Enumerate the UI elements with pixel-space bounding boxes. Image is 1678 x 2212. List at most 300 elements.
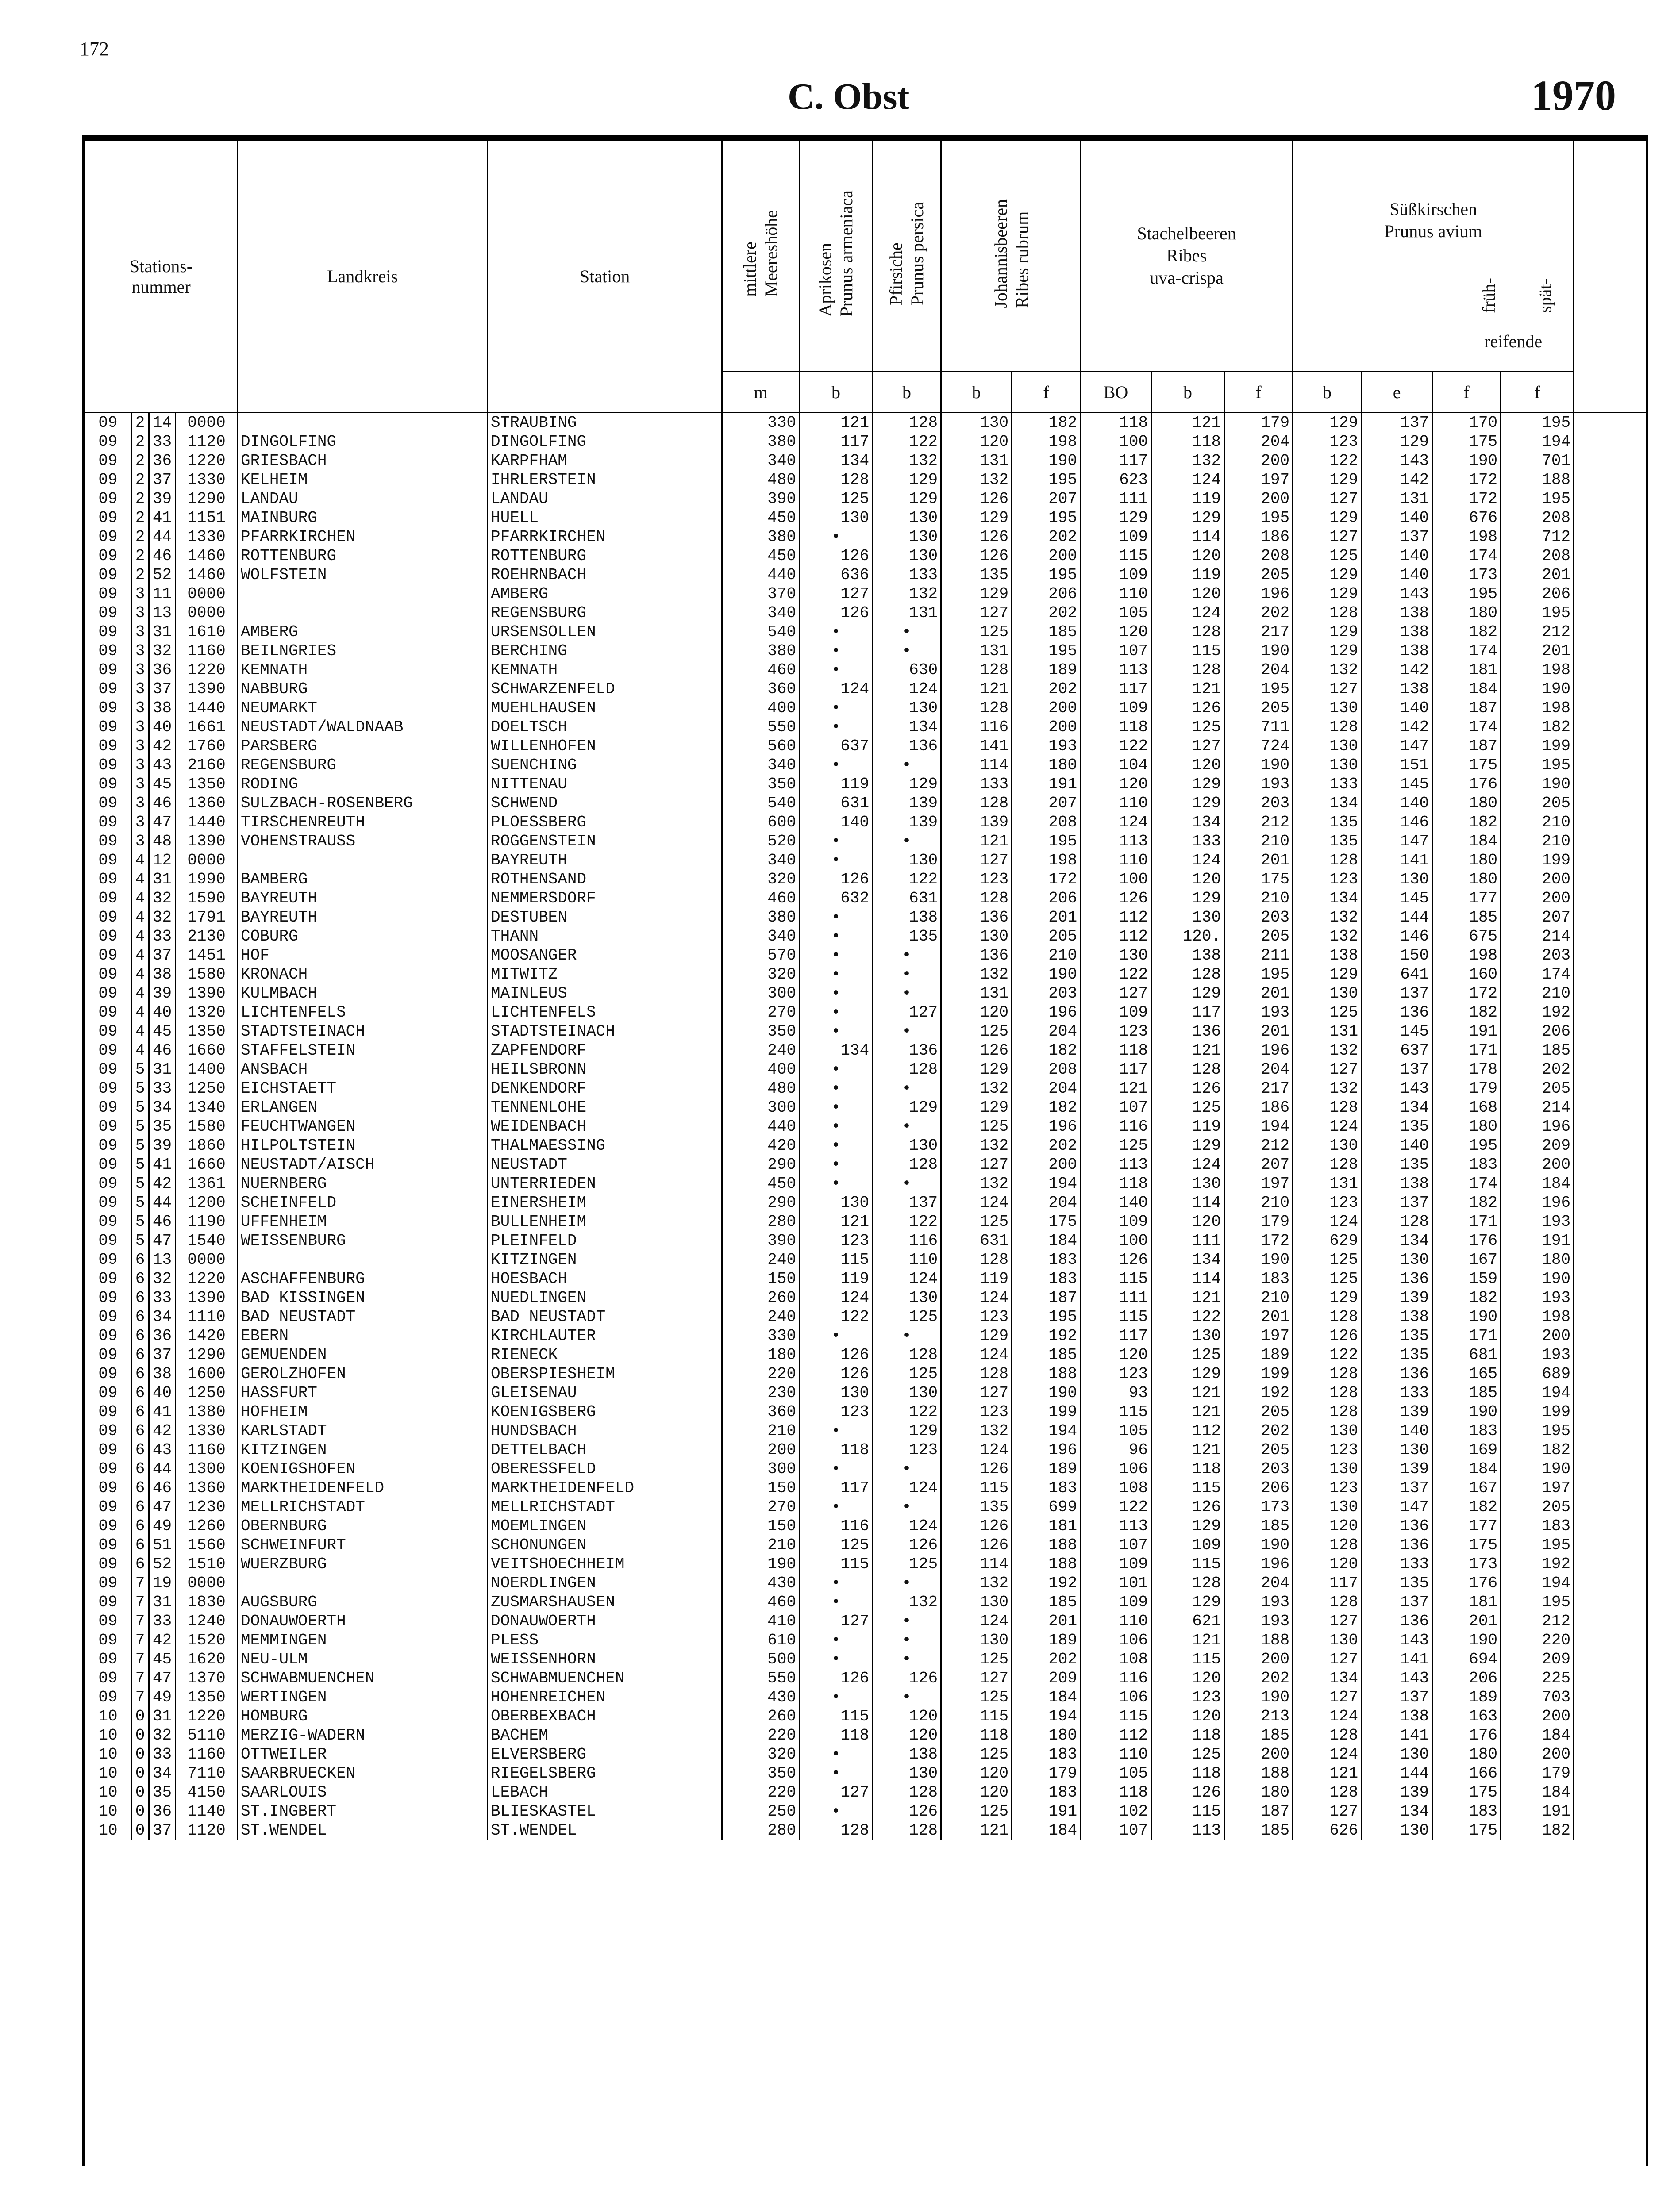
table-cell: 1250 [176,1079,238,1098]
table-cell: SAARLOUIS [238,1783,488,1802]
table-cell: 123 [941,1402,1012,1421]
table-cell: 205 [1501,1498,1574,1517]
table-cell: 675 [1432,927,1501,946]
table-cell: 109 [1081,565,1151,584]
table-cell: 183 [1432,1802,1501,1821]
table-cell: 121 [1293,1764,1362,1783]
table-cell: 09 [85,508,131,527]
header-cherry-ripening: reifende [1484,331,1543,351]
table-cell: 120 [1151,584,1224,603]
table-cell: 4 [131,1041,149,1060]
table-cell: 141 [941,737,1012,756]
table-cell: 132 [1293,1041,1362,1060]
table-cell: KARPFHAM [488,451,722,470]
table-cell: 129 [1151,508,1224,527]
table-cell: 1330 [176,527,238,546]
table-cell: 121 [1151,1402,1224,1421]
table-cell: 47 [149,813,176,832]
table-cell: 09 [85,1364,131,1383]
table-cell: 7 [131,1631,149,1650]
table-cell: 190 [1224,756,1293,775]
table-cell: 214 [1501,927,1574,946]
table-cell: 1390 [176,832,238,851]
table-cell: 204 [1012,1193,1081,1212]
table-cell: 33 [149,432,176,451]
table-cell: 300 [722,984,800,1003]
table-cell: 4 [131,927,149,946]
table-cell: 205 [1501,794,1574,813]
table-cell: SULZBACH-ROSENBERG [238,794,488,813]
table-cell: 38 [149,1364,176,1383]
table-cell: 31 [149,1060,176,1079]
table-cell: • [800,1079,873,1098]
table-cell: 185 [1432,908,1501,927]
table-cell: 203 [1501,946,1574,965]
table-cell: 147 [1362,1498,1432,1517]
table-cell: GEROLZHOFEN [238,1364,488,1383]
table-cell: 5 [131,1193,149,1212]
table-cell: 09 [85,1098,131,1117]
table-cell: 240 [722,1307,800,1326]
table-cell: 130 [941,1593,1012,1612]
table-cell: 127 [941,1669,1012,1688]
table-cell: 137 [1362,1193,1432,1212]
table-cell: 117 [1081,680,1151,699]
table-cell: 135 [1362,1345,1432,1364]
table-cell: 200 [1012,1155,1081,1174]
table-cell: 123 [941,870,1012,889]
table-cell: 124 [1293,1117,1362,1136]
table-cell: STADTSTEINACH [238,1022,488,1041]
table-cell: 46 [149,1479,176,1498]
table-cell: 201 [1432,1612,1501,1631]
table-cell: 1110 [176,1307,238,1326]
table-cell: 112 [1081,908,1151,927]
table-cell: 1580 [176,965,238,984]
table-cell: 2 [131,470,149,489]
table-cell: • [800,756,873,775]
table-cell: 210 [1224,1288,1293,1307]
table-cell: 0000 [176,851,238,870]
table-cell: BACHEM [488,1726,722,1745]
table-cell: 3 [131,737,149,756]
table-cell: 200 [1012,699,1081,718]
table-cell: 171 [1432,1041,1501,1060]
table-cell: 09 [85,1574,131,1593]
table-cell: 175 [1432,756,1501,775]
table-cell [1574,1440,1647,1459]
table-cell: 199 [1501,1402,1574,1421]
table-cell: 174 [1432,1174,1501,1193]
table-cell: 37 [149,470,176,489]
table-cell: 35 [149,1117,176,1136]
table-cell: 121 [1151,1288,1224,1307]
table-row [85,1231,1647,1250]
table-cell: 131 [941,451,1012,470]
table-cell: 39 [149,1136,176,1155]
table-cell: 350 [722,1764,800,1783]
table-cell: 6 [131,1459,149,1479]
table-row [85,432,1647,451]
table-cell: 132 [873,584,941,603]
table-cell: 150 [722,1479,800,1498]
table-cell: 124 [873,1479,941,1498]
table-cell: 184 [1012,1821,1081,1840]
table-cell: 5 [131,1117,149,1136]
table-cell: 193 [1501,1288,1574,1307]
table-cell: 138 [1362,622,1432,641]
table-cell: 144 [1362,908,1432,927]
table-cell: PFARRKIRCHEN [488,527,722,546]
table-cell: 114 [1151,1193,1224,1212]
table-cell: 116 [1081,1669,1151,1688]
table-cell [1574,1802,1647,1821]
table-cell: 450 [722,1174,800,1193]
table-cell: 114 [941,1555,1012,1574]
table-cell: 09 [85,546,131,565]
table-cell: 209 [1501,1136,1574,1155]
table-cell: 139 [873,813,941,832]
table-cell: 630 [873,661,941,680]
table-cell: 125 [941,1688,1012,1707]
table-cell: 210 [1501,984,1574,1003]
table-cell: 122 [873,1212,941,1231]
table-cell: 134 [800,1041,873,1060]
table-cell: 184 [1501,1174,1574,1193]
table-cell: 340 [722,451,800,470]
table-cell: 206 [1012,584,1081,603]
table-cell: LICHTENFELS [488,1003,722,1022]
table-cell: 126 [941,1041,1012,1060]
table-cell: 380 [722,432,800,451]
table-cell: STRAUBING [488,413,722,433]
table-cell: 230 [722,1383,800,1402]
table-cell: 207 [1012,794,1081,813]
table-cell: 208 [1012,813,1081,832]
table-cell: 12 [149,851,176,870]
table-cell: 100 [1081,870,1151,889]
table-row [85,1364,1647,1383]
table-cell: • [800,1802,873,1821]
table-cell: 111 [1151,1231,1224,1250]
table-cell: 123 [1293,1479,1362,1498]
table-cell: 11 [149,584,176,603]
table-cell: ROTTENBURG [238,546,488,565]
table-cell [1574,1098,1647,1117]
table-cell: 185 [1432,1383,1501,1402]
table-cell: 4 [131,946,149,965]
table-cell: VEITSHOECHHEIM [488,1555,722,1574]
header-station-number: Stations- nummer [85,140,238,413]
table-cell [1574,1003,1647,1022]
table-cell: 195 [1012,508,1081,527]
table-cell: 480 [722,470,800,489]
table-cell: 198 [1501,661,1574,680]
table-cell: 129 [873,1421,941,1440]
table-cell: STAFFELSTEIN [238,1041,488,1060]
table-cell: 5 [131,1231,149,1250]
table-cell: 7 [131,1574,149,1593]
table-cell: 46 [149,546,176,565]
table-cell: 09 [85,832,131,851]
table-cell: 210 [1501,832,1574,851]
table-cell: 200 [1224,1745,1293,1764]
table-cell: 120 [1081,622,1151,641]
table-cell: 176 [1432,1726,1501,1745]
table-cell: HOMBURG [238,1707,488,1726]
table-cell: 190 [1432,1307,1501,1326]
table-cell: PLESS [488,1631,722,1650]
table-cell: 370 [722,584,800,603]
table-cell: 196 [1012,1003,1081,1022]
table-cell: 128 [873,413,941,433]
table-cell: 130 [873,1764,941,1783]
table-cell: 131 [1362,489,1432,508]
table-row [85,1193,1647,1212]
table-cell: 128 [1293,1536,1362,1555]
table-cell: 4 [131,965,149,984]
table-cell: 1120 [176,1821,238,1840]
table-cell: 179 [1224,1212,1293,1231]
table-cell: 118 [1151,1726,1224,1745]
table-cell: BAYREUTH [238,908,488,927]
table-cell: 1340 [176,1098,238,1117]
table-cell: 1600 [176,1364,238,1383]
header-apricot: Aprikosen Prunus armeniaca [800,140,873,372]
table-cell: 280 [722,1821,800,1840]
table-cell: 185 [1012,1593,1081,1612]
table-cell: 09 [85,661,131,680]
table-cell: GEMUENDEN [238,1345,488,1364]
table-cell: 1140 [176,1802,238,1821]
table-cell: 124 [1151,470,1224,489]
table-cell: 134 [1293,889,1362,908]
table-cell: 192 [1501,1003,1574,1022]
table-cell: 115 [800,1555,873,1574]
table-cell: 44 [149,527,176,546]
table-cell: • [800,927,873,946]
table-cell [1574,1479,1647,1498]
table-cell: 3 [131,584,149,603]
table-cell: SCHEINFELD [238,1193,488,1212]
table-cell: 430 [722,1574,800,1593]
table-cell: 217 [1224,1079,1293,1098]
table-cell: 193 [1501,1212,1574,1231]
table-cell [1574,1612,1647,1631]
table-cell: 171 [1432,1212,1501,1231]
table-cell: 34 [149,1764,176,1783]
table-cell: 320 [722,965,800,984]
table-cell: 42 [149,737,176,756]
table-cell: 177 [1432,889,1501,908]
table-cell: 145 [1362,1022,1432,1041]
table-body [85,413,1647,1840]
table-cell: 119 [800,1269,873,1288]
table-cell: 182 [1432,622,1501,641]
table-cell: 3 [131,699,149,718]
table-cell [1574,1555,1647,1574]
table-cell [1574,1174,1647,1193]
table-cell: 135 [1293,813,1362,832]
table-cell: 122 [1081,1498,1151,1517]
table-cell: 129 [941,1060,1012,1079]
table-cell: 120 [1151,546,1224,565]
table-cell: 182 [1432,1288,1501,1307]
table-cell: MOOSANGER [488,946,722,965]
table-cell: 400 [722,1060,800,1079]
table-cell: 123 [800,1231,873,1250]
table-cell: 340 [722,851,800,870]
table-cell: 1990 [176,870,238,889]
table-cell: 118 [1081,1041,1151,1060]
table-cell: 380 [722,908,800,927]
table-cell: 196 [1012,1440,1081,1459]
table-cell: 120 [1293,1555,1362,1574]
table-cell: 204 [1224,1574,1293,1593]
table-cell: ANSBACH [238,1060,488,1079]
table-cell [238,603,488,622]
table-cell: • [800,527,873,546]
table-cell: 44 [149,1193,176,1212]
table-cell [1574,1117,1647,1136]
table-cell: 120 [1151,1707,1224,1726]
table-cell: 6 [131,1345,149,1364]
table-cell: 201 [1224,984,1293,1003]
table-cell: 34 [149,1098,176,1117]
table-cell: ST.INGBERT [238,1802,488,1821]
table-cell: 203 [1012,984,1081,1003]
table-cell: 109 [1081,1003,1151,1022]
table-cell: 130 [1151,908,1224,927]
table-cell: HUNDSBACH [488,1421,722,1440]
table-cell [1574,1345,1647,1364]
table-row [85,1745,1647,1764]
table-cell: 2 [131,565,149,584]
table-cell: 129 [1293,413,1362,433]
table-cell: 2 [131,508,149,527]
table-cell: 197 [1224,470,1293,489]
table-cell: 136 [941,908,1012,927]
table-cell: 128 [1293,1593,1362,1612]
table-cell: WEIDENBACH [488,1117,722,1136]
table-cell: 175 [1432,1821,1501,1840]
table-cell: 09 [85,946,131,965]
table-row [85,1783,1647,1802]
header-district: Landkreis [238,140,488,413]
table-cell: 2 [131,451,149,470]
table-cell: • [800,1650,873,1669]
table-cell: 122 [1151,1307,1224,1326]
table-cell: KOENIGSHOFEN [238,1459,488,1479]
table-row [85,870,1647,889]
table-cell: 121 [1151,1041,1224,1060]
table-cell: WUERZBURG [238,1555,488,1574]
table-row [85,1707,1647,1726]
table-cell: 127 [941,1155,1012,1174]
table-cell: 204 [1224,661,1293,680]
table-cell: 182 [1012,413,1081,433]
table-cell: 192 [1501,1555,1574,1574]
table-cell: 1151 [176,508,238,527]
table-cell: 120 [873,1726,941,1745]
table-cell: 190 [1224,1250,1293,1269]
table-cell: 37 [149,946,176,965]
table-cell: 134 [1151,813,1224,832]
table-cell: 480 [722,1079,800,1098]
table-cell: 3 [131,794,149,813]
table-cell: • [800,946,873,965]
table-cell: 270 [722,1003,800,1022]
table-cell [1574,1593,1647,1612]
table-cell: 123 [873,1440,941,1459]
table-cell: 205 [1224,699,1293,718]
table-cell: 126 [941,489,1012,508]
table-row [85,1536,1647,1555]
table-cell: 560 [722,737,800,756]
table-cell: 137 [873,1193,941,1212]
table-cell: 4 [131,1022,149,1041]
table-cell: 43 [149,1440,176,1459]
table-cell: 109 [1081,699,1151,718]
table-cell: 187 [1012,1288,1081,1307]
table-cell: SCHWEINFURT [238,1536,488,1555]
table-cell: 09 [85,1593,131,1612]
table-cell: 121 [800,413,873,433]
table-cell: 128 [1293,1098,1362,1117]
table-cell: 125 [800,1536,873,1555]
table-cell: 129 [1151,794,1224,813]
table-cell: 127 [873,1003,941,1022]
table-cell: 121 [1151,1631,1224,1650]
table-cell: 350 [722,775,800,794]
table-cell [1574,1288,1647,1307]
table-cell [1574,794,1647,813]
table-cell: 183 [1224,1269,1293,1288]
table-cell: • [873,1612,941,1631]
table-cell: 102 [1081,1802,1151,1821]
table-cell: 116 [1081,1117,1151,1136]
table-cell: 120 [941,432,1012,451]
table-cell: 3 [131,603,149,622]
table-cell: 250 [722,1802,800,1821]
table-cell: 128 [1362,1212,1432,1231]
table-cell: • [800,1764,873,1783]
table-cell: 3 [131,622,149,641]
table-cell: 129 [1293,584,1362,603]
table-cell: 130 [941,413,1012,433]
table-cell: 146 [1362,927,1432,946]
table-cell: 138 [1362,680,1432,699]
table-cell: 129 [1293,965,1362,984]
table-cell: 191 [1501,1231,1574,1250]
table-cell: MARKTHEIDENFELD [488,1479,722,1498]
table-cell: 31 [149,622,176,641]
table-cell: 120 [1151,870,1224,889]
table-row [85,661,1647,680]
table-cell: 4 [131,870,149,889]
table-cell: 115 [1081,546,1151,565]
table-cell: • [800,1098,873,1117]
table-cell: 122 [1081,965,1151,984]
table-cell: 122 [1293,451,1362,470]
table-cell: 460 [722,1593,800,1612]
table-cell: 126 [941,1517,1012,1536]
table-cell: 126 [873,1802,941,1821]
table-cell [1574,699,1647,718]
unit-cell: f [1012,372,1081,413]
table-cell: 127 [800,1612,873,1631]
table-cell: 117 [800,432,873,451]
